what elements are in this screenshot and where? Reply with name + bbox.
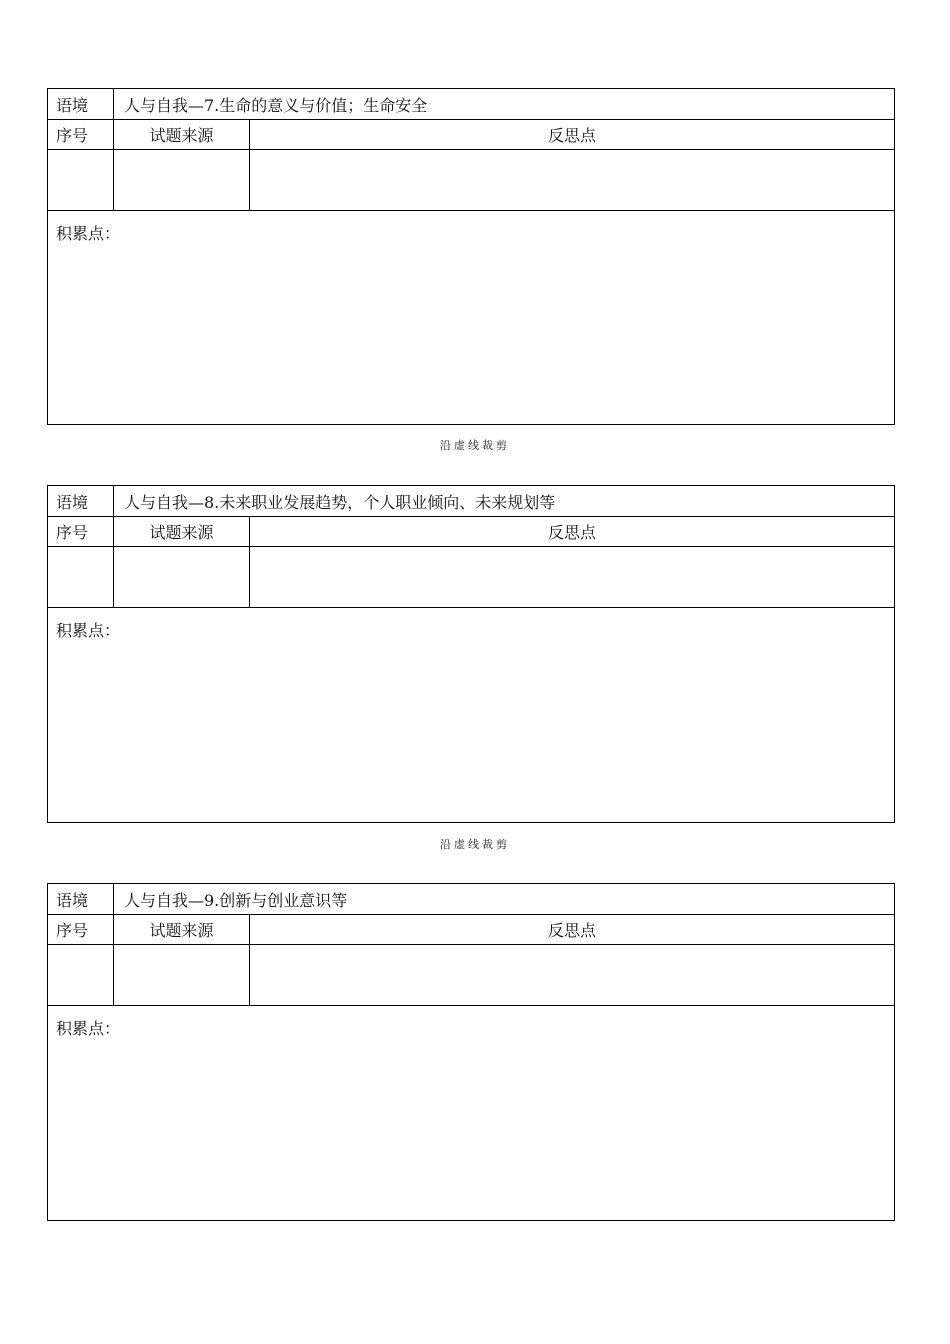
accumulation-area[interactable] bbox=[48, 211, 894, 254]
accumulation-label: 积累点： bbox=[56, 621, 121, 640]
header-row bbox=[48, 517, 894, 547]
source-cell[interactable] bbox=[114, 547, 250, 607]
accumulation-label: 积累点： bbox=[56, 1019, 121, 1038]
source-header: 试题来源 bbox=[114, 120, 250, 149]
seq-header: 序号 bbox=[48, 120, 114, 149]
entry-row bbox=[48, 150, 894, 211]
worksheet-card-1 bbox=[47, 88, 895, 425]
accumulation-area[interactable] bbox=[48, 608, 894, 651]
reflection-header: 反思点 bbox=[547, 921, 596, 940]
cut-line-label: 沿虚线裁剪 bbox=[440, 838, 510, 851]
reflection-header: 反思点 bbox=[547, 523, 596, 542]
source-cell[interactable] bbox=[114, 150, 250, 210]
accumulation-label: 积累点： bbox=[56, 224, 121, 243]
context-row bbox=[48, 89, 894, 120]
seq-cell[interactable] bbox=[48, 547, 114, 607]
source-header: 试题来源 bbox=[114, 915, 250, 944]
worksheet-card-2 bbox=[47, 485, 895, 823]
seq-header: 序号 bbox=[48, 517, 114, 546]
topic-title: 人与自我—7.生命的意义与价值；生命安全 bbox=[124, 95, 428, 115]
source-cell[interactable] bbox=[114, 945, 250, 1005]
context-label: 语境 bbox=[48, 486, 114, 516]
header-row bbox=[48, 915, 894, 945]
entry-row bbox=[48, 945, 894, 1006]
cut-line-label: 沿虚线裁剪 bbox=[440, 439, 510, 452]
topic-title: 人与自我—9.创新与创业意识等 bbox=[124, 890, 348, 910]
reflection-cell[interactable] bbox=[250, 945, 894, 1005]
seq-cell[interactable] bbox=[48, 945, 114, 1005]
reflection-header: 反思点 bbox=[547, 126, 596, 145]
entry-row bbox=[48, 547, 894, 608]
seq-header: 序号 bbox=[48, 915, 114, 944]
context-row bbox=[48, 486, 894, 517]
source-header: 试题来源 bbox=[114, 517, 250, 546]
reflection-cell[interactable] bbox=[250, 150, 894, 210]
header-row bbox=[48, 120, 894, 150]
context-row bbox=[48, 884, 894, 915]
seq-cell[interactable] bbox=[48, 150, 114, 210]
topic-title: 人与自我—8.未来职业发展趋势，个人职业倾向、未来规划等 bbox=[124, 492, 556, 512]
context-label: 语境 bbox=[48, 89, 114, 119]
accumulation-area[interactable] bbox=[48, 1006, 894, 1049]
reflection-cell[interactable] bbox=[250, 547, 894, 607]
context-label: 语境 bbox=[48, 884, 114, 914]
worksheet-card-3 bbox=[47, 883, 895, 1221]
